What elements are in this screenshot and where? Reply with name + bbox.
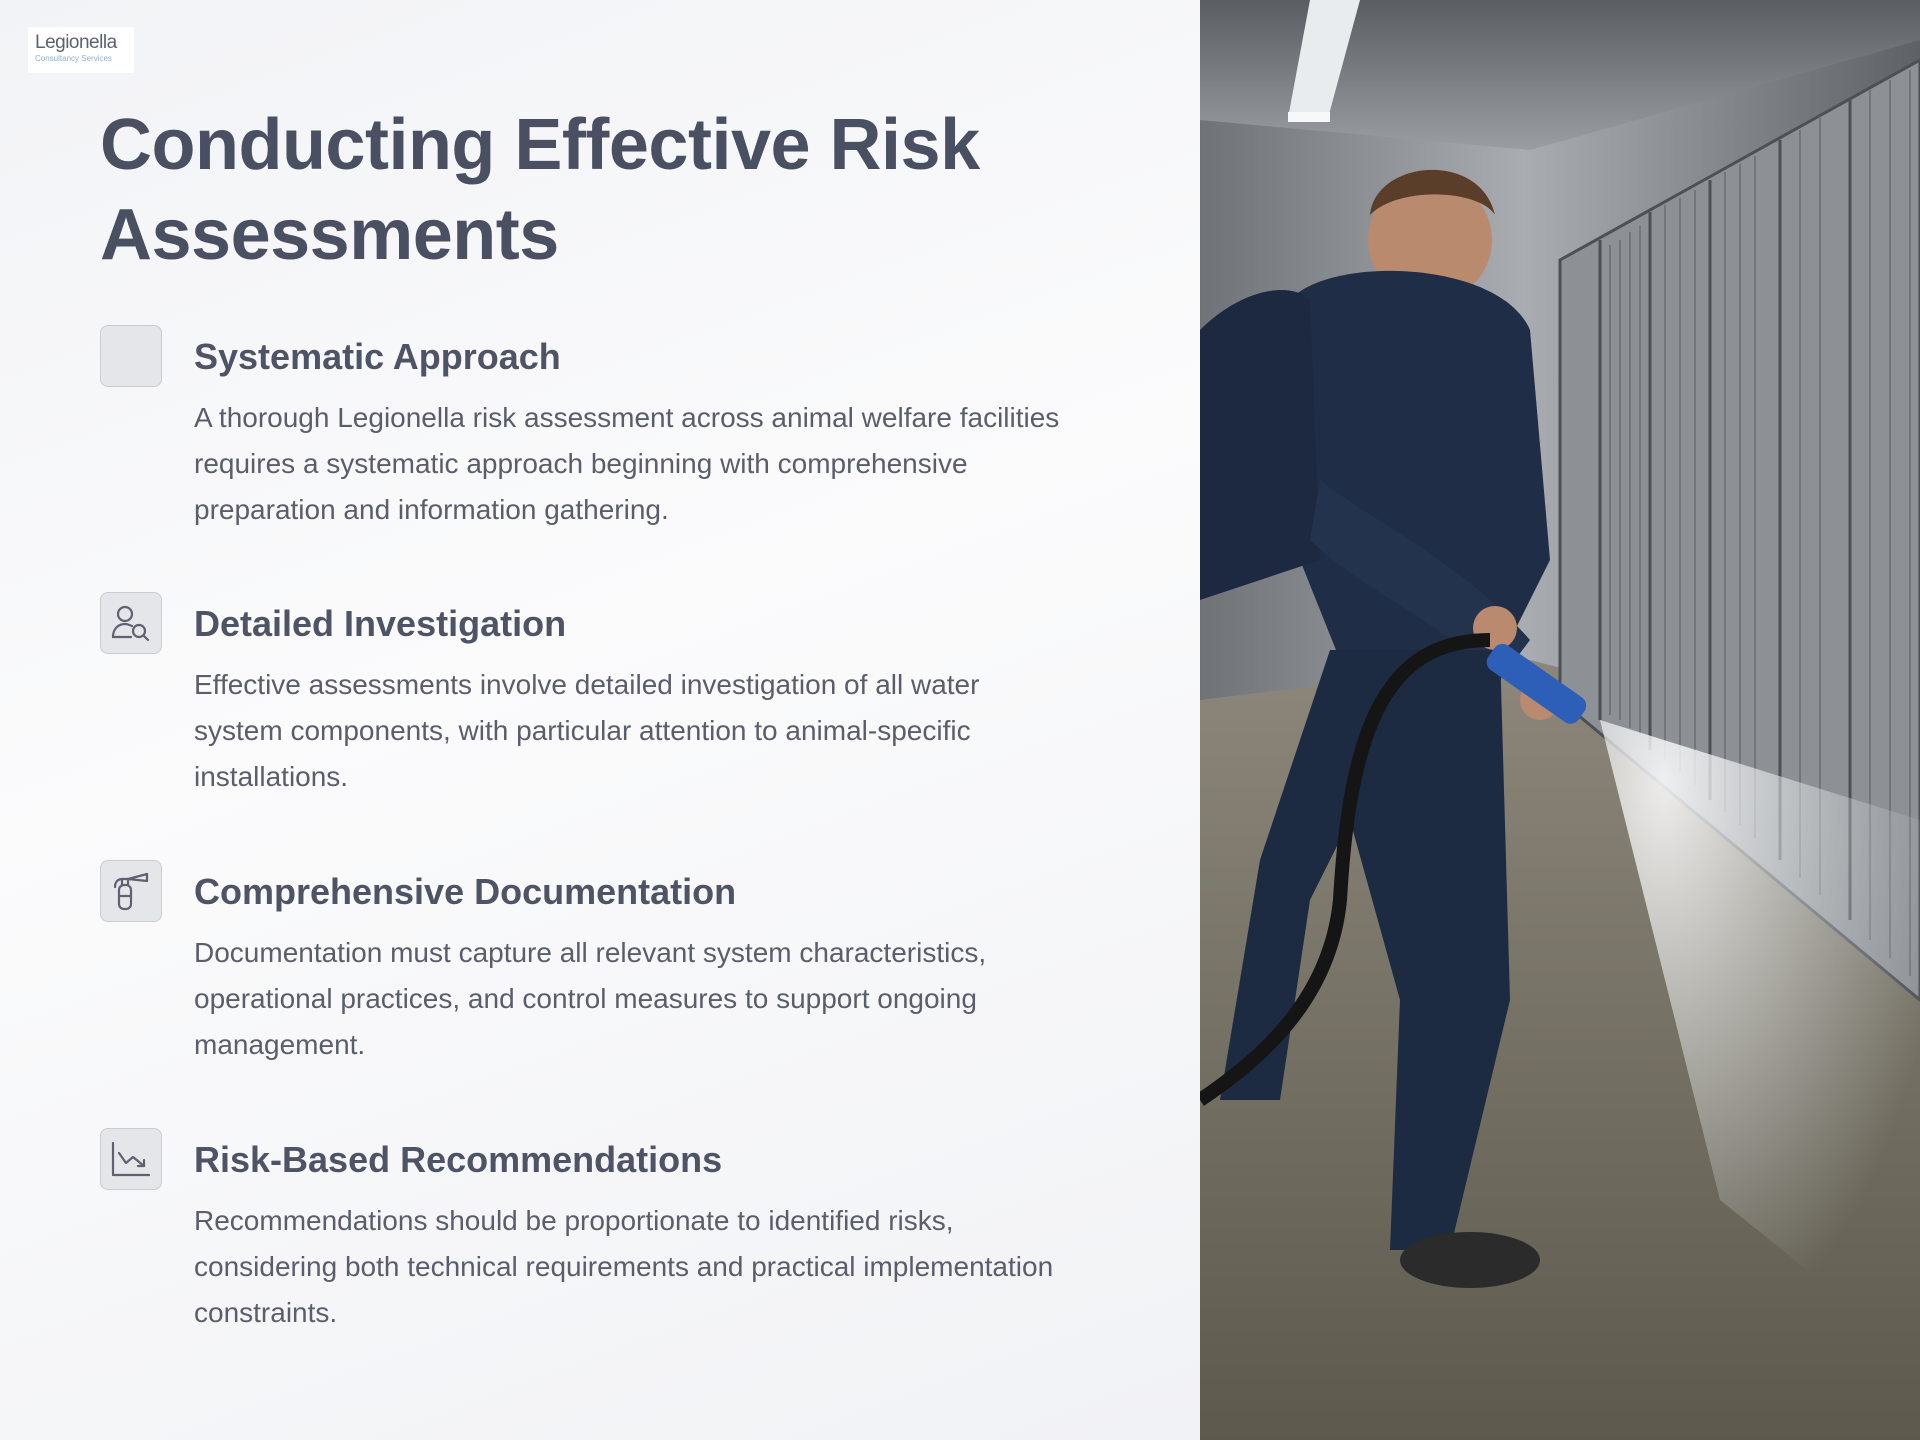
page-title: Conducting Effective Risk Assessments <box>100 105 980 275</box>
chart-trending-down-icon <box>100 1128 162 1190</box>
brand-logo[interactable] <box>28 27 134 73</box>
item-text: Effective assessments involve detailed investigation of all water system components, with particular attention to animal-specific installations. <box>194 669 980 792</box>
brand-tagline: Consultancy Services <box>35 54 112 63</box>
photo-worker-hosing-kennel <box>1200 0 1920 1440</box>
item-text: Recommendations should be proportionate to identified risks, considering both technical requirements and practical implementation constraints. <box>194 1205 1054 1328</box>
item-text: Documentation must capture all relevant system characteristics, operational practices, and control measures to support ongoing management. <box>194 937 987 1060</box>
user-search-icon <box>100 592 162 654</box>
item-title: Detailed Investigation <box>194 603 567 644</box>
item-title: Comprehensive Documentation <box>194 871 737 912</box>
blank-square-icon <box>100 325 162 387</box>
fire-extinguisher-icon <box>100 860 162 922</box>
item-text: A thorough Legionella risk assessment across animal welfare facilities requires a systematic approach beginning with comprehensive preparation and information gathering. <box>194 402 1060 525</box>
brand-name: Legionella <box>35 32 117 53</box>
item-title: Risk-Based Recommendations <box>194 1139 723 1180</box>
item-title: Systematic Approach <box>194 336 561 377</box>
